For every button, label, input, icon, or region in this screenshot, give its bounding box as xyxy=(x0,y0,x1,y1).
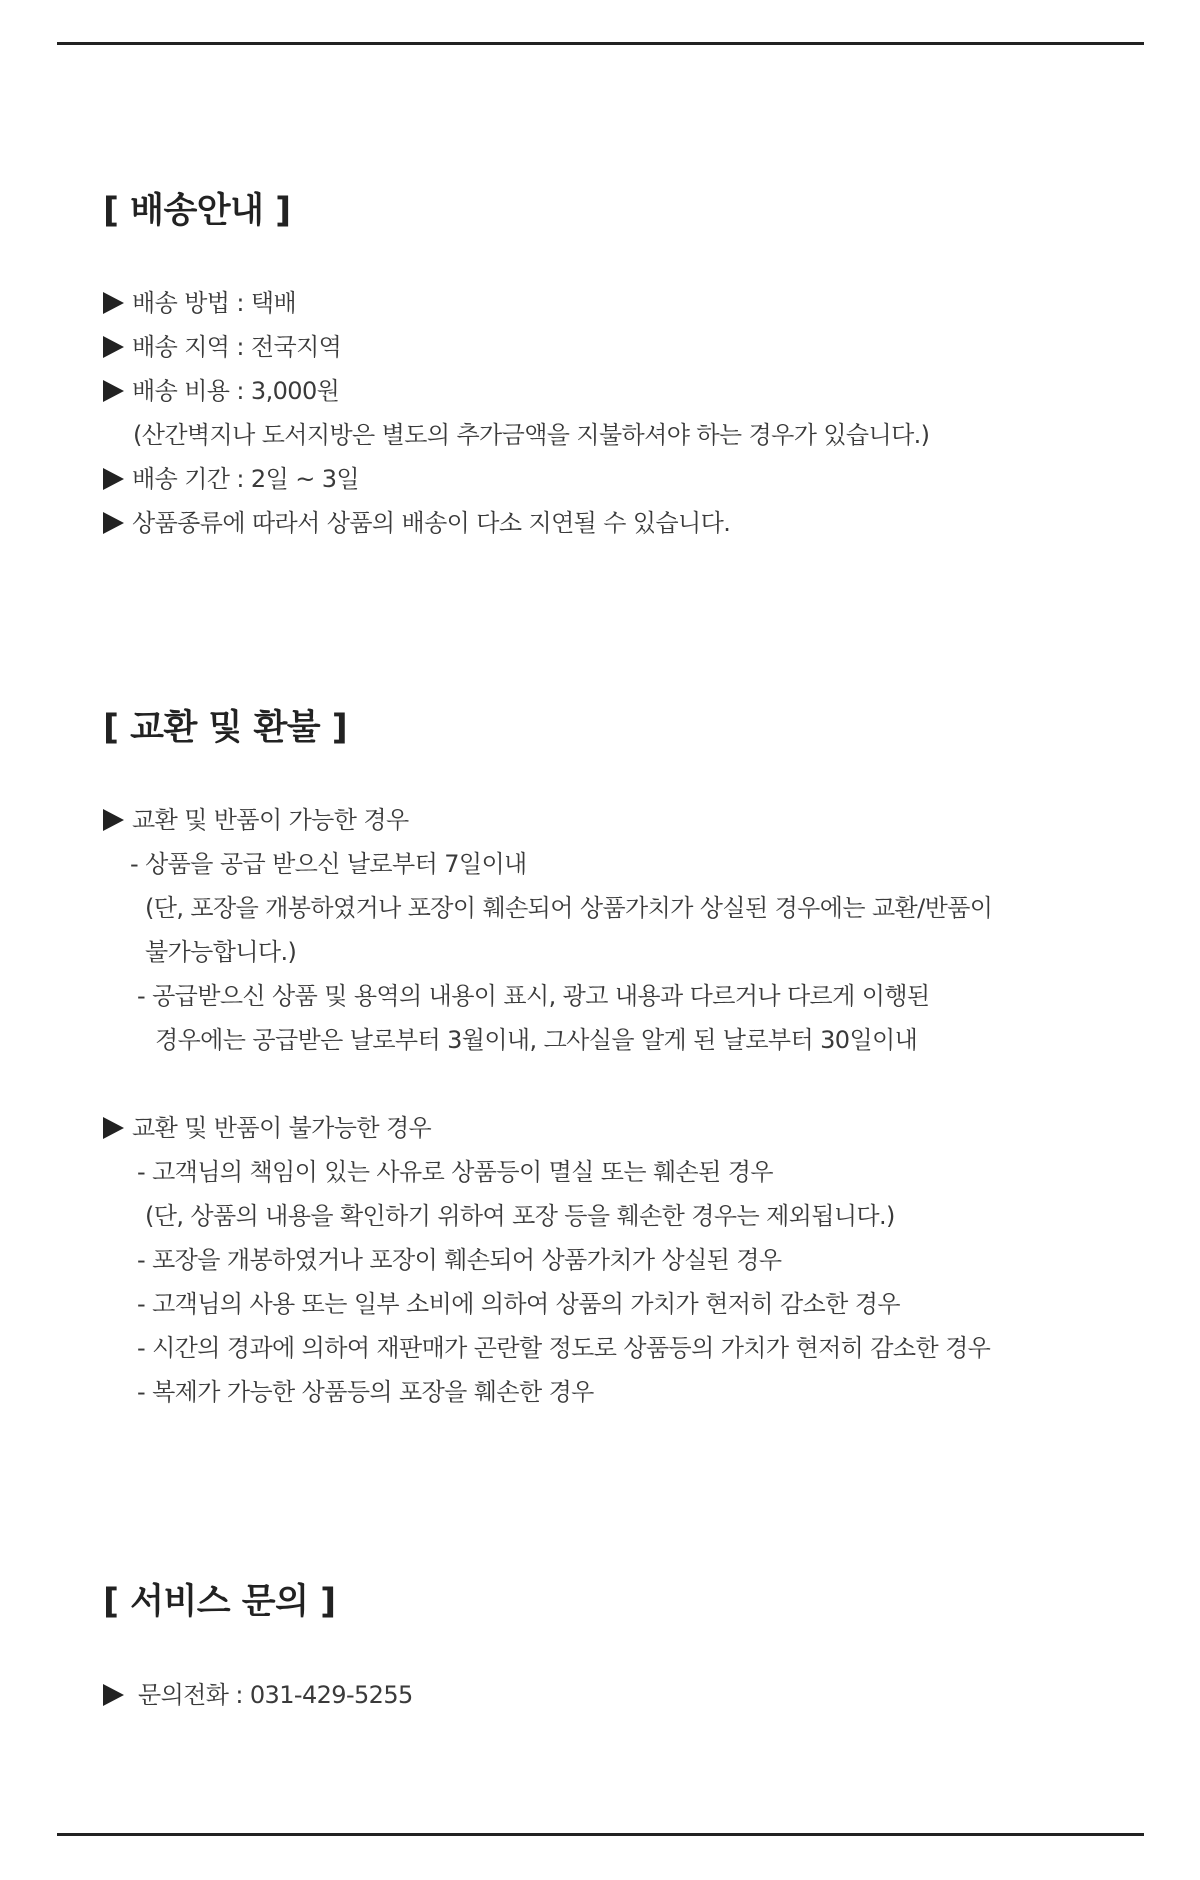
exchange-impossible-line: - 복제가 가능한 상품등의 포장을 훼손한 경우 xyxy=(137,1378,594,1406)
arrow-bullet-icon xyxy=(103,468,124,490)
delivery-cost-note: (산간벽지나 도서지방은 별도의 추가금액을 지불하셔야 하는 경우가 있습니다.) xyxy=(133,421,930,449)
delivery-delay-line: 상품종류에 따라서 상품의 배송이 다소 지연될 수 있습니다. xyxy=(103,508,730,538)
exchange-impossible-line: - 고객님의 사용 또는 일부 소비에 의하여 상품의 가치가 현저히 감소한 경우 xyxy=(137,1290,900,1318)
arrow-bullet-icon xyxy=(103,512,124,534)
delivery-cost-line: 배송 비용 : 3,000원 xyxy=(103,376,339,406)
exchange-possible-line: - 공급받으신 상품 및 용역의 내용이 표시, 광고 내용과 다르거나 다르게 이행된 xyxy=(137,982,930,1010)
arrow-bullet-icon xyxy=(103,380,124,402)
bottom-divider xyxy=(57,1833,1144,1836)
delivery-period-line: 배송 기간 : 2일 ~ 3일 xyxy=(103,464,359,494)
exchange-possible-heading: 교환 및 반품이 가능한 경우 xyxy=(103,805,409,835)
top-divider xyxy=(57,42,1144,45)
delivery-section-title: [ 배송안내 ] xyxy=(103,191,291,231)
delivery-region-line: 배송 지역 : 전국지역 xyxy=(103,332,341,362)
service-phone-line: 문의전화 : 031-429-5255 xyxy=(103,1680,413,1710)
exchange-impossible-line: (단, 상품의 내용을 확인하기 위하여 포장 등을 훼손한 경우는 제외됩니다.) xyxy=(145,1202,895,1230)
delivery-method-line: 배송 방법 : 택배 xyxy=(103,288,296,318)
exchange-section-title: [ 교환 및 환불 ] xyxy=(103,708,348,748)
exchange-impossible-heading: 교환 및 반품이 불가능한 경우 xyxy=(103,1113,431,1143)
arrow-bullet-icon xyxy=(103,1117,124,1139)
exchange-possible-line: 불가능합니다.) xyxy=(145,938,297,966)
exchange-impossible-line: - 고객님의 책임이 있는 사유로 상품등이 멸실 또는 훼손된 경우 xyxy=(137,1158,773,1186)
exchange-possible-line: - 상품을 공급 받으신 날로부터 7일이내 xyxy=(130,850,527,878)
arrow-bullet-icon xyxy=(103,292,124,314)
arrow-bullet-icon xyxy=(103,336,124,358)
exchange-impossible-line: - 시간의 경과에 의하여 재판매가 곤란할 정도로 상품등의 가치가 현저히 감소한 경우 xyxy=(137,1334,991,1362)
arrow-bullet-icon xyxy=(103,1684,124,1706)
exchange-possible-line: (단, 포장을 개봉하였거나 포장이 훼손되어 상품가치가 상실된 경우에는 교환/반품이 xyxy=(145,894,993,922)
exchange-possible-line: 경우에는 공급받은 날로부터 3월이내, 그사실을 알게 된 날로부터 30일이내 xyxy=(155,1026,918,1054)
exchange-impossible-line: - 포장을 개봉하였거나 포장이 훼손되어 상품가치가 상실된 경우 xyxy=(137,1246,782,1274)
service-section-title: [ 서비스 문의 ] xyxy=(103,1582,336,1622)
arrow-bullet-icon xyxy=(103,809,124,831)
